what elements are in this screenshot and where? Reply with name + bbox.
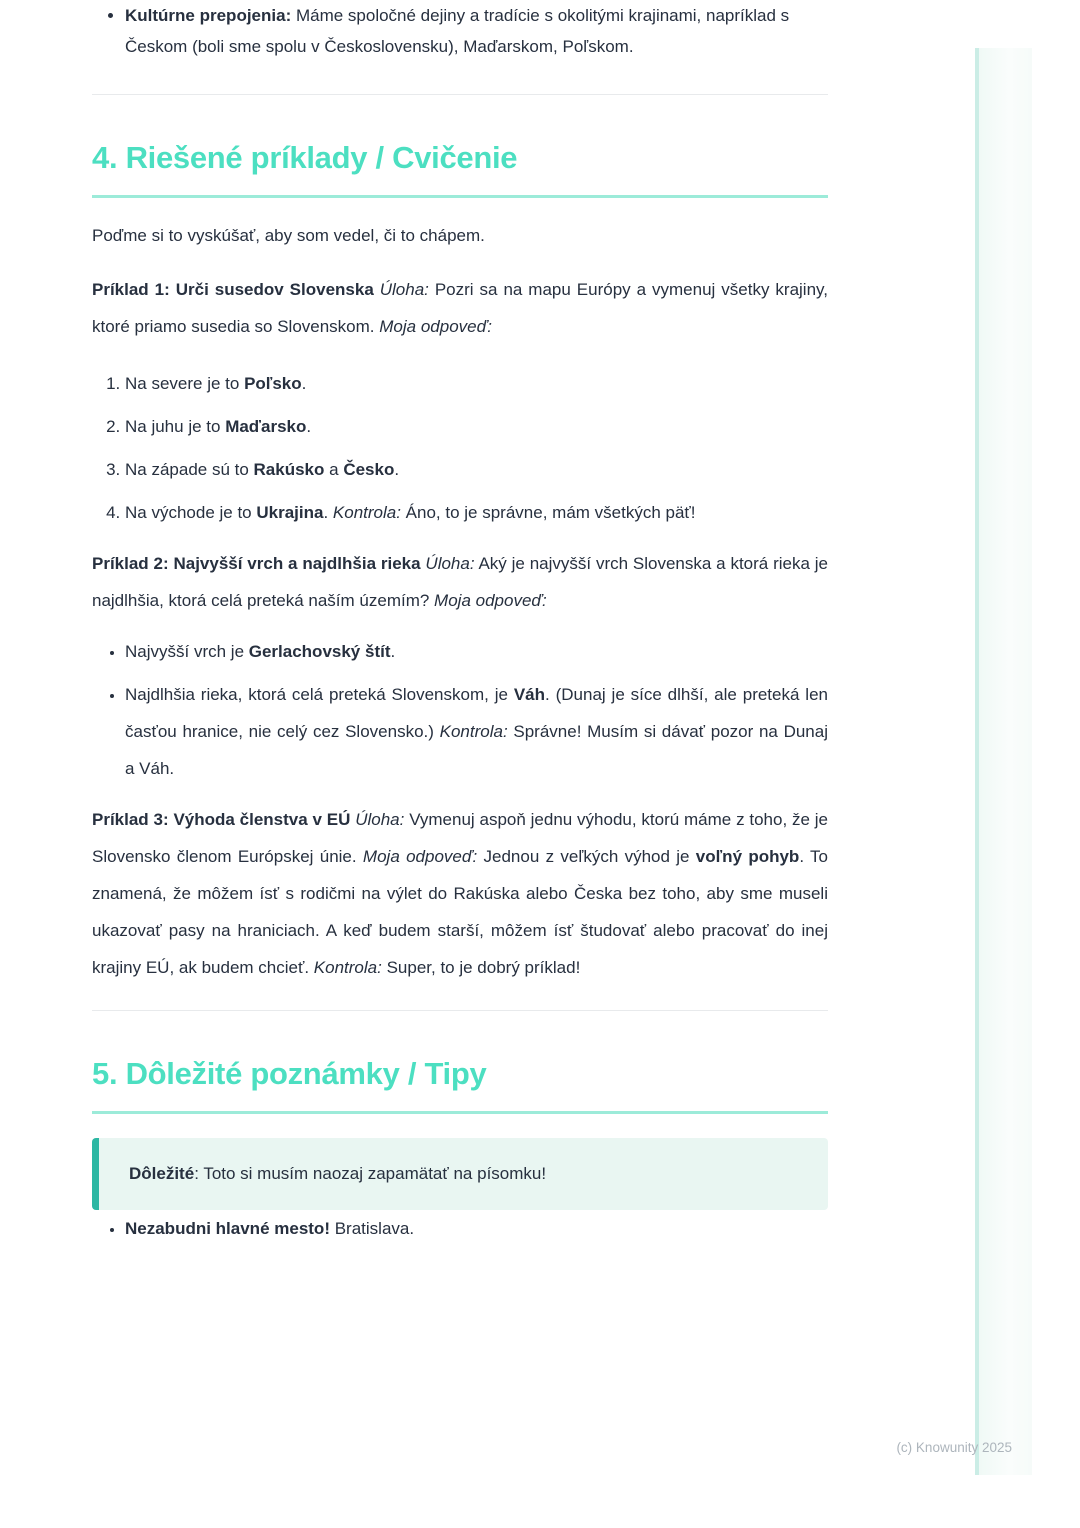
callout-label: Dôležité — [129, 1164, 195, 1183]
example2-answer-label: Moja odpoveď: — [429, 591, 547, 610]
answer-country: Poľsko — [244, 374, 302, 393]
example3-answer-label: Moja odpoveď: — [356, 847, 478, 866]
example1-answer-label: Moja odpoveď: — [374, 317, 492, 336]
callout-paragraph — [129, 1160, 798, 1188]
culture-term: Kultúrne prepojenia: — [125, 6, 292, 25]
example2-task-label: Úloha: — [420, 554, 475, 573]
answer-text: Na severe je to — [125, 374, 245, 393]
section-divider — [92, 1010, 828, 1011]
example1-task-label: Úloha: — [373, 280, 429, 299]
section4-lead: Poďme si to vyskúšať, aby som vedel, či to chápem. — [92, 226, 485, 245]
tip-label: Nezabudni hlavné mesto! — [125, 1219, 330, 1238]
section-divider — [92, 94, 828, 95]
answer-country: Ukrajina — [256, 503, 324, 522]
example3-answer-text: . To znamená, že môžem ísť s rodičmi na výlet do Rakúska alebo Česka bez toho, aby sme museli ukazovať pasy na hraniciach. A keď budem starší, môžem ísť študovať alebo pracovať do inej krajiny EÚ, ak budem chcieť. — [92, 847, 829, 977]
answer-item-south — [125, 408, 828, 445]
answer-text: Na juhu je to — [125, 417, 226, 436]
callout-text: : Toto si musím naozaj zapamätať na písomku! — [194, 1164, 547, 1183]
answer-item-river — [125, 676, 828, 787]
answer-text: . — [323, 503, 333, 522]
example2-task-text: Aký je najvyšší vrch Slovenska a ktorá rieka je najdlhšia, ktorá celá preteká naším územím? — [92, 554, 828, 610]
example3-task-text: Vymenuj aspoň jednu výhodu, ktorú máme z toho, že je Slovensko členom Európskej únie. — [92, 810, 829, 866]
example1-task-text: Pozri sa na mapu Európy a vymenuj všetky krajiny, ktoré priamo susedia so Slovenskom. — [92, 280, 828, 336]
answer-text: . — [301, 374, 307, 393]
answer-text: Najvyšší vrch je — [125, 642, 249, 661]
control-label: Kontrola: — [332, 503, 401, 522]
example3-title: Príklad 3: Výhoda členstva v EÚ — [92, 810, 351, 829]
answer-item-north — [125, 365, 828, 402]
answer-text: . (Dunaj je síce dlhší, ale preteká len časťou hranice, nie celý cez Slovensko.) — [125, 685, 828, 741]
example3-paragraph — [92, 801, 828, 986]
section5-title: 5. Dôležité poznámky / Tipy — [92, 1055, 828, 1114]
answer-text: . — [306, 417, 312, 436]
answer-country: Rakúsko — [253, 460, 325, 479]
culture-list-item — [125, 0, 828, 62]
tip-item-capital — [125, 1210, 828, 1247]
example1-paragraph — [92, 271, 828, 345]
answer-text: Na východe je to — [125, 503, 257, 522]
answer-item-peak — [125, 633, 828, 670]
example2-paragraph — [92, 545, 828, 619]
tip-text: Bratislava. — [329, 1219, 415, 1238]
document-content — [92, 0, 828, 1247]
answer-highlight: Váh — [513, 685, 545, 704]
answer-highlight: Gerlachovský štít — [248, 642, 391, 661]
answer-text: Na západe sú to — [125, 460, 254, 479]
answer-item-west — [125, 451, 828, 488]
example3-answer-text: Super, to je dobrý príklad! — [381, 958, 581, 977]
example3-answer-text: Jednou z veľkých výhod je — [477, 847, 696, 866]
answer-country: Maďarsko — [225, 417, 307, 436]
page-edge-strip — [975, 48, 1032, 1475]
answer-text: . — [394, 460, 400, 479]
answer-item-east — [125, 494, 828, 531]
example2-title: Príklad 2: Najvyšší vrch a najdlhšia rieka — [92, 554, 421, 573]
tips-list — [92, 1210, 828, 1247]
answer-text: Najdlhšia rieka, ktorá celá preteká Slovenskom, je — [125, 685, 514, 704]
answer-country: Česko — [343, 460, 395, 479]
answer-text: Áno, to je správne, mám všetkých päť! — [400, 503, 696, 522]
example1-title: Príklad 1: Urči susedov Slovenska — [92, 280, 374, 299]
example2-answer-list — [92, 633, 828, 787]
section4-title: 4. Riešené príklady / Cvičenie — [92, 139, 828, 198]
answer-text: Správne! Musím si dávať pozor na Dunaj a Váh. — [125, 722, 828, 778]
important-callout — [92, 1138, 828, 1210]
example3-task-label: Úloha: — [350, 810, 405, 829]
answer-text: a — [324, 460, 344, 479]
example3-highlight: voľný pohyb — [695, 847, 800, 866]
control-label: Kontrola: — [313, 958, 382, 977]
answer-text: . — [390, 642, 396, 661]
copyright-notice: (c) Knowunity 2025 — [896, 1440, 1012, 1455]
example1-answer-list — [92, 365, 828, 531]
culture-text: Máme spoločné dejiny a tradície s okolitými krajinami, napríklad s Českom (boli sme spolu v Československu), Maďarskom, Poľskom. — [125, 6, 790, 56]
culture-list — [92, 0, 828, 62]
control-label: Kontrola: — [439, 722, 508, 741]
